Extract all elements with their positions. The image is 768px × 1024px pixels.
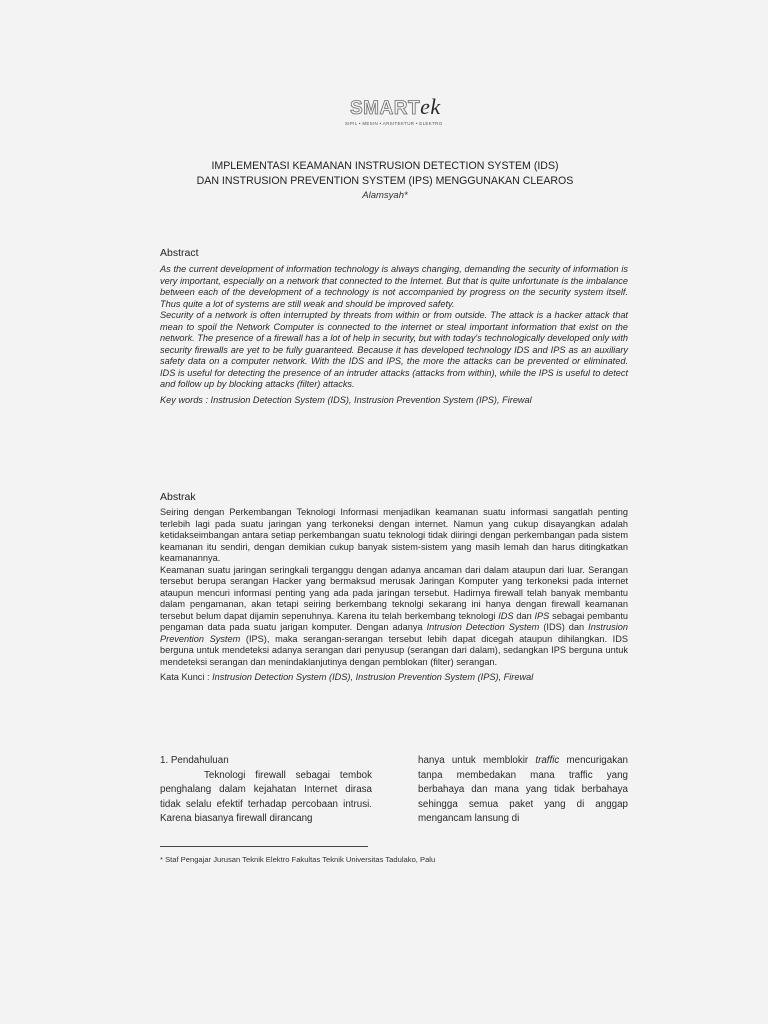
logo-smart-text: SMART xyxy=(350,98,421,119)
intro-left-column xyxy=(160,754,372,827)
abstrak-p2-text-e: (IPS), maka serangan-serangan tersebut lebih dapat dicegah ataupun dihilangkan. IDS berguna untuk mendeteksi adanya serangan dari penyusup (serangan dari dalam), sedangkan IPS berguna untuk mendeteksi serangan dan menindaklanjutinya dengan pemblokan (filter) serangan. xyxy=(160,633,628,667)
footnote: * Staf Pengajar Jurusan Teknik Elektro Fakultas Teknik Universitas Tadulako, Palu xyxy=(160,855,436,864)
abstract-body xyxy=(160,264,628,406)
abstract-keywords: Key words : Instrusion Detection System (IDS), Instrusion Prevention System (IPS), Firewal xyxy=(160,394,532,405)
abstrak-heading: Abstrak xyxy=(160,491,196,503)
logo-ek-text: ek xyxy=(420,94,441,119)
abstrak-p2-text-b: dan xyxy=(513,610,535,621)
abstrak-p2-ids-full: Intrusion Detection System xyxy=(426,622,540,632)
intro-right-text-a: hanya untuk memblokir xyxy=(418,755,536,766)
logo-subtitle: SIPIL • MESIN • ARSITEKTUR • ELEKTRO xyxy=(345,121,443,126)
abstrak-keywords xyxy=(160,672,628,684)
intro-left-text: Teknologi firewall sebagai tembok penghalang dalam kejahatan Internet dirasa tidak selalu efektif terhadap percobaan intrusi. Karena biasanya firewall dirancang xyxy=(160,769,372,824)
title-line-1: IMPLEMENTASI KEAMANAN INSTRUSION DETECTION SYSTEM (IDS) xyxy=(211,160,559,172)
kata-kunci-value: Instrusion Detection System (IDS), Instrusion Prevention System (IPS), Firewal xyxy=(212,672,534,682)
abstrak-paragraph-1: Seiring dengan Perkembangan Teknologi Informasi menjadikan keamanan suatu informasi sangatlah penting terlebih lagi pada suatu jaringan yang terkoneksi dengan internet. Namun yang cukup disayangkan adalah ketidakseimbangan antara setiap perkembangan suatu teknologi tidak diiringi dengan perkembangan pada sistem keamanan itu sendiri, dengan demikian cukup banyak sistem-sistem yang masih lemah dan harus ditingkatkan keamanannya. xyxy=(160,507,628,563)
abstract-paragraph-2: Security of a network is often interrupted by threats from within or from outside. The attack is a hacker attack that mean to spoil the Network Computer is connected to the internet or steal important information that exist on the network. The presence of a firewall has a lot of help in security, but with today's technologically developed only with security firewalls are yet to be fully guaranteed. Because it has developed technology IDS and IPS as an auxiliary safety data on a computer network. With the IDS and IPS, the more the attacks can be prevented or eliminated. IDS is useful for detecting the presence of an intruder attacks (attacks from within), while the IPS is useful to detect and follow up by blocking attacks (filter) attacks. xyxy=(160,310,628,389)
abstract-paragraph-1: As the current development of information technology is always changing, demanding the security of information is very important, especially on a network that connected to the Internet. But that is quite unfortunate is the imbalance between each of the development of a technology is not accompanied by progress on the security system itself. Thus quite a lot of systems are still weak and should be improved safety. xyxy=(160,264,628,309)
logo-wordmark xyxy=(350,96,441,120)
abstrak-p2-text-d: (IDS) dan xyxy=(539,622,589,632)
abstrak-p2-text-a: Keamanan suatu jaringan seringkali terganggu dengan adanya ancaman dari dalam ataupun dari luar. Serangan tersebut berupa serangan Hacker yang bermaksud merusak Jaringan Komputer yang terkoneksi pada internet ataupun mencuri informasi penting yang ada pada jaringan tersebut. Hadirnya firewall telah banyak membantu dalam pengamanan, akan tetapi seiring berkembang teknolgi sekarang ini hanya dengan firewall keamanan tersebut belum dapat dijamin sepenuhnya. Karena itu telah berkembang teknologi xyxy=(160,564,628,621)
kata-kunci-label: Kata Kunci : xyxy=(160,672,213,682)
abstrak-paragraph-2 xyxy=(160,565,628,669)
intro-right-text xyxy=(418,754,628,827)
abstrak-p2-ips: IPS xyxy=(534,610,550,621)
intro-right-traffic: traffic xyxy=(535,755,560,766)
intro-right-column xyxy=(418,754,628,827)
intro-right-text-b: mencurigakan tanpa membedakan mana traffic yang berbahaya dan mana yang tidak berbahaya sehingga semua paket yang di anggap mengancam lansung di xyxy=(418,755,628,824)
author: Alamsyah* xyxy=(362,190,408,201)
paper-title xyxy=(150,159,620,188)
section-heading-pendahuluan: 1. Pendahuluan xyxy=(160,755,229,766)
abstrak-body xyxy=(160,507,628,684)
journal-logo xyxy=(340,96,450,132)
abstrak-p2-text-c: sebagai pembantu pengaman data pada suatu jarigan komputer. Dengan adanya xyxy=(160,610,628,632)
abstract-heading: Abstract xyxy=(160,247,199,259)
abstrak-p2-ips-full: Instrusion Prevention System xyxy=(160,622,628,644)
abstrak-p2-ids: IDS xyxy=(498,610,514,621)
footnote-rule xyxy=(160,846,368,847)
title-line-2: DAN INSTRUSION PREVENTION SYSTEM (IPS) MENGGUNAKAN CLEAROS xyxy=(196,174,574,187)
